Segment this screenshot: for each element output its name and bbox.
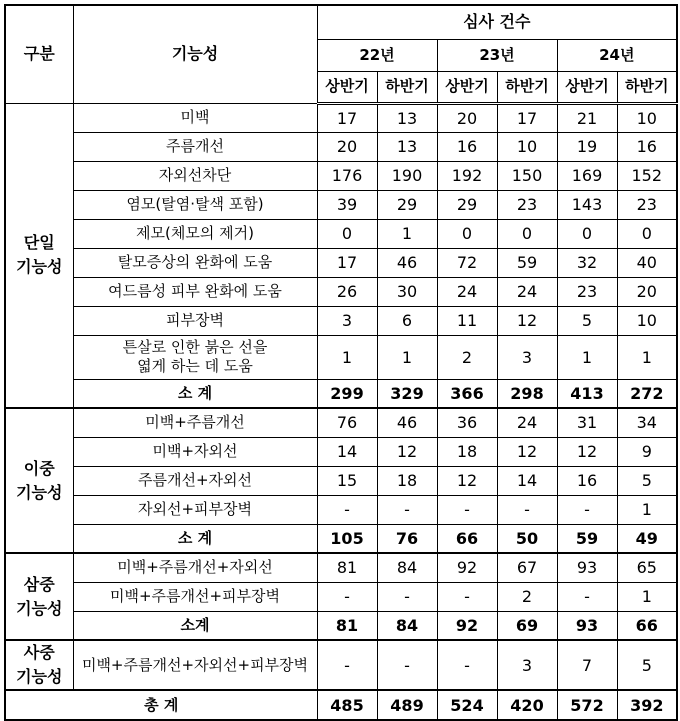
table-row: [5, 219, 677, 248]
value-cell: 20: [437, 103, 497, 132]
value-cell: 18: [437, 437, 497, 466]
function-name: 미백+자외선: [73, 437, 317, 466]
value-cell: -: [557, 495, 617, 524]
table-row: [5, 437, 677, 466]
value-cell: 16: [617, 132, 677, 161]
value-cell: 0: [497, 219, 557, 248]
value-cell: 24: [437, 277, 497, 306]
table-row: [5, 553, 677, 582]
value-cell: 0: [617, 219, 677, 248]
subtotal-value: 49: [617, 524, 677, 553]
value-cell: -: [317, 582, 377, 611]
table-body: [5, 5, 677, 720]
header-category: 구분: [5, 5, 73, 103]
value-cell: 16: [557, 466, 617, 495]
total-value: 524: [437, 690, 497, 720]
value-cell: 21: [557, 103, 617, 132]
value-cell: 10: [617, 306, 677, 335]
header-23-first-half: 상반기: [437, 71, 497, 103]
subtotal-value: 366: [437, 379, 497, 408]
value-cell: 36: [437, 408, 497, 437]
table-row: [5, 582, 677, 611]
value-cell: -: [557, 582, 617, 611]
value-cell: 5: [617, 466, 677, 495]
value-cell: 34: [617, 408, 677, 437]
subtotal-label: 소 계: [73, 379, 317, 408]
subtotal-row: [5, 524, 677, 553]
function-name: 염모(탈염·탈색 포함): [73, 190, 317, 219]
value-cell: 176: [317, 161, 377, 190]
value-cell: -: [317, 640, 377, 690]
value-cell: 12: [437, 466, 497, 495]
value-cell: 59: [497, 248, 557, 277]
total-value: 572: [557, 690, 617, 720]
value-cell: 46: [377, 408, 437, 437]
value-cell: 30: [377, 277, 437, 306]
value-cell: 40: [617, 248, 677, 277]
value-cell: 192: [437, 161, 497, 190]
function-name: 탈모증상의 완화에 도움: [73, 248, 317, 277]
value-cell: 12: [377, 437, 437, 466]
value-cell: 1: [317, 335, 377, 379]
function-name: 미백+주름개선: [73, 408, 317, 437]
value-cell: 143: [557, 190, 617, 219]
value-cell: 23: [617, 190, 677, 219]
value-cell: 10: [617, 103, 677, 132]
value-cell: 6: [377, 306, 437, 335]
subtotal-label: 소계: [73, 611, 317, 640]
value-cell: 12: [497, 437, 557, 466]
value-cell: 20: [617, 277, 677, 306]
value-cell: 12: [497, 306, 557, 335]
header-24-second-half: 하반기: [617, 71, 677, 103]
value-cell: 32: [557, 248, 617, 277]
total-row: [5, 690, 677, 720]
subtotal-value: 50: [497, 524, 557, 553]
value-cell: 0: [317, 219, 377, 248]
value-cell: 1: [617, 495, 677, 524]
function-name: 주름개선+자외선: [73, 466, 317, 495]
value-cell: 65: [617, 553, 677, 582]
value-cell: 72: [437, 248, 497, 277]
function-name: 튼살로 인한 붉은 선을 엷게 하는 데 도움: [73, 335, 317, 379]
value-cell: 13: [377, 132, 437, 161]
value-cell: 24: [497, 408, 557, 437]
review-count-table: [4, 4, 678, 721]
value-cell: 46: [377, 248, 437, 277]
table-row: [5, 103, 677, 132]
value-cell: 17: [497, 103, 557, 132]
value-cell: 20: [317, 132, 377, 161]
table-row: [5, 408, 677, 437]
value-cell: 9: [617, 437, 677, 466]
value-cell: 2: [497, 582, 557, 611]
subtotal-value: 66: [617, 611, 677, 640]
table-row: [5, 466, 677, 495]
subtotal-value: 66: [437, 524, 497, 553]
table-row: [5, 161, 677, 190]
header-function: 기능성: [73, 5, 317, 103]
subtotal-row: [5, 379, 677, 408]
header-year-23: 23년: [437, 39, 557, 71]
subtotal-value: 81: [317, 611, 377, 640]
value-cell: 5: [557, 306, 617, 335]
value-cell: 76: [317, 408, 377, 437]
function-name: 미백+주름개선+자외선: [73, 553, 317, 582]
function-name: 미백+주름개선+피부장벽: [73, 582, 317, 611]
value-cell: 1: [377, 335, 437, 379]
total-label: 총 계: [5, 690, 317, 720]
value-cell: 3: [317, 306, 377, 335]
value-cell: 24: [497, 277, 557, 306]
value-cell: 15: [317, 466, 377, 495]
value-cell: 18: [377, 466, 437, 495]
subtotal-value: 272: [617, 379, 677, 408]
subtotal-value: 299: [317, 379, 377, 408]
value-cell: 7: [557, 640, 617, 690]
header-review-count: 심사 건수: [317, 5, 677, 39]
total-value: 392: [617, 690, 677, 720]
value-cell: 13: [377, 103, 437, 132]
subtotal-value: 298: [497, 379, 557, 408]
table-row: [5, 306, 677, 335]
value-cell: 1: [617, 582, 677, 611]
header-22-second-half: 하반기: [377, 71, 437, 103]
subtotal-row: [5, 611, 677, 640]
table-row: [5, 248, 677, 277]
value-cell: 10: [497, 132, 557, 161]
function-name: 미백+주름개선+자외선+피부장벽: [73, 640, 317, 690]
table-row: [5, 132, 677, 161]
subtotal-value: 105: [317, 524, 377, 553]
value-cell: 0: [557, 219, 617, 248]
value-cell: 17: [317, 248, 377, 277]
total-value: 485: [317, 690, 377, 720]
value-cell: 3: [497, 640, 557, 690]
header-22-first-half: 상반기: [317, 71, 377, 103]
value-cell: 5: [617, 640, 677, 690]
subtotal-value: 93: [557, 611, 617, 640]
value-cell: 190: [377, 161, 437, 190]
value-cell: 81: [317, 553, 377, 582]
table-row: [5, 495, 677, 524]
value-cell: 17: [317, 103, 377, 132]
subtotal-value: 59: [557, 524, 617, 553]
subtotal-label: 소 계: [73, 524, 317, 553]
value-cell: 23: [557, 277, 617, 306]
value-cell: 12: [557, 437, 617, 466]
value-cell: 152: [617, 161, 677, 190]
subtotal-value: 413: [557, 379, 617, 408]
subtotal-value: 92: [437, 611, 497, 640]
function-name: 여드름성 피부 완화에 도움: [73, 277, 317, 306]
subtotal-value: 84: [377, 611, 437, 640]
value-cell: 84: [377, 553, 437, 582]
table-row: [5, 640, 677, 690]
header-row-1: [5, 5, 677, 39]
subtotal-value: 76: [377, 524, 437, 553]
value-cell: 23: [497, 190, 557, 219]
value-cell: -: [437, 582, 497, 611]
group-label: 이중 기능성: [5, 408, 73, 553]
value-cell: -: [437, 640, 497, 690]
header-year-22: 22년: [317, 39, 437, 71]
value-cell: 2: [437, 335, 497, 379]
function-name: 자외선+피부장벽: [73, 495, 317, 524]
table-row: [5, 190, 677, 219]
value-cell: 3: [497, 335, 557, 379]
value-cell: 1: [377, 219, 437, 248]
value-cell: 14: [317, 437, 377, 466]
header-year-24: 24년: [557, 39, 677, 71]
subtotal-value: 329: [377, 379, 437, 408]
header-24-first-half: 상반기: [557, 71, 617, 103]
value-cell: 14: [497, 466, 557, 495]
value-cell: -: [497, 495, 557, 524]
function-name: 미백: [73, 103, 317, 132]
value-cell: 29: [377, 190, 437, 219]
value-cell: 1: [617, 335, 677, 379]
value-cell: -: [377, 582, 437, 611]
total-value: 489: [377, 690, 437, 720]
value-cell: 0: [437, 219, 497, 248]
value-cell: -: [377, 495, 437, 524]
subtotal-value: 69: [497, 611, 557, 640]
table-row: [5, 277, 677, 306]
value-cell: -: [377, 640, 437, 690]
value-cell: 1: [557, 335, 617, 379]
function-name: 제모(체모의 제거): [73, 219, 317, 248]
group-label: 삼중 기능성: [5, 553, 73, 640]
table-row: [5, 335, 677, 379]
function-name: 피부장벽: [73, 306, 317, 335]
value-cell: 39: [317, 190, 377, 219]
total-value: 420: [497, 690, 557, 720]
header-23-second-half: 하반기: [497, 71, 557, 103]
value-cell: 169: [557, 161, 617, 190]
value-cell: -: [437, 495, 497, 524]
function-name: 자외선차단: [73, 161, 317, 190]
value-cell: 16: [437, 132, 497, 161]
value-cell: 92: [437, 553, 497, 582]
value-cell: 67: [497, 553, 557, 582]
group-label: 사중 기능성: [5, 640, 73, 690]
value-cell: -: [317, 495, 377, 524]
value-cell: 31: [557, 408, 617, 437]
value-cell: 29: [437, 190, 497, 219]
value-cell: 11: [437, 306, 497, 335]
function-name: 주름개선: [73, 132, 317, 161]
value-cell: 26: [317, 277, 377, 306]
value-cell: 19: [557, 132, 617, 161]
value-cell: 150: [497, 161, 557, 190]
group-label: 단일 기능성: [5, 103, 73, 408]
value-cell: 93: [557, 553, 617, 582]
